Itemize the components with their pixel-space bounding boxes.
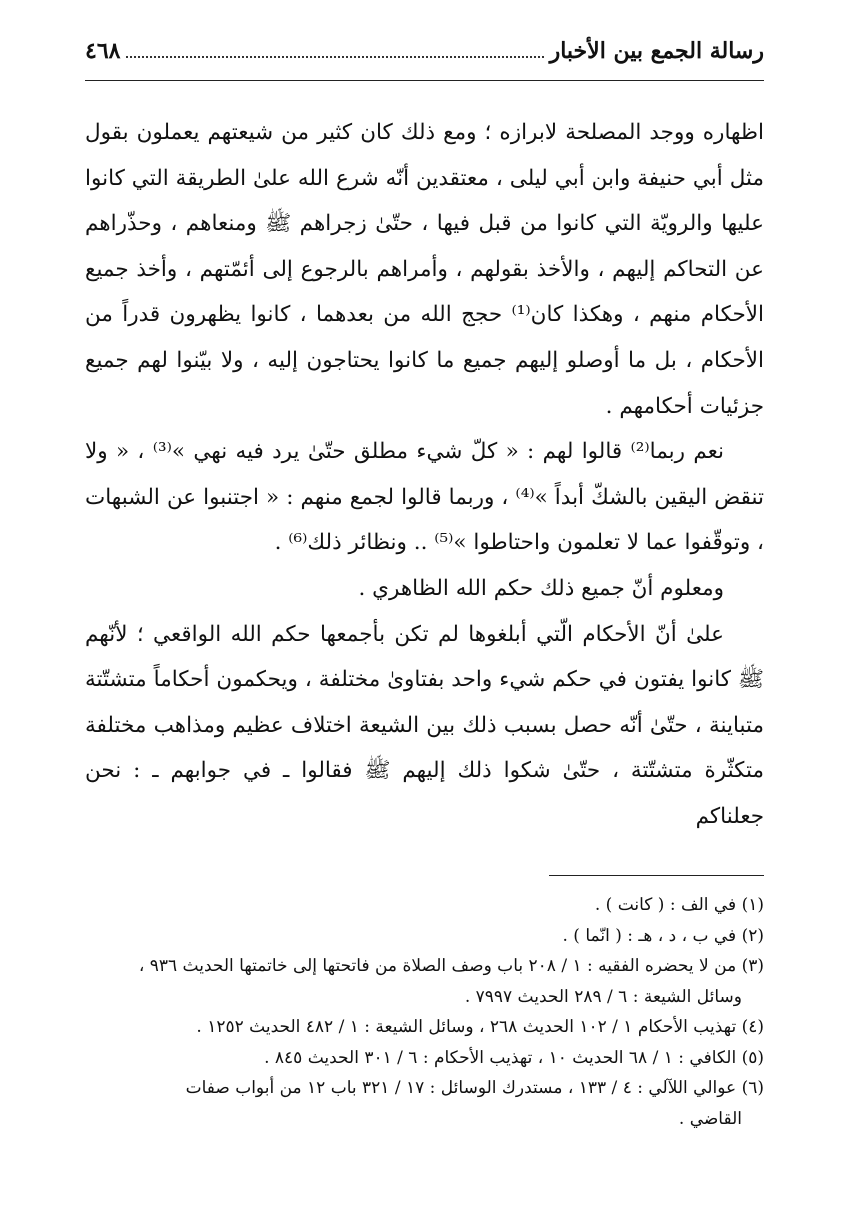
footnote: (٦) عوالي اللآلي : ٤ / ١٣٣ ، مستدرك الوسائل : ١٧ / ٣٢١ باب ١٢ من أبواب صفات [185,1078,764,1098]
footnote: (١) في الف : ( كانت ) . [594,895,764,915]
page-header [85,38,764,74]
paragraph: ومعلوم أنّ جميع ذلك حكم الله الظاهري . [358,575,724,601]
footnote: (٣) من لا يحضره الفقيه : ١ / ٢٠٨ باب وصف الصلاة من فاتحتها إلى خاتمتها الحديث ٩٣٦ ، [138,956,764,976]
header-rule [85,80,764,81]
paragraph: علىٰ أنّ الأحكام الّتي أبلغوها لم تكن بأجمعها حكم الله الواقعي ؛ لأنّهم ﷺ كانوا يفتون في حكم شيء واحد بفتاوىٰ مختلفة ، ويحكمون أحكاماً متشتّتة متباينة ، حتّىٰ أنّه حصل بسبب ذلك بين الشيعة اختلاف عظيم ومذاهب مختلفة متكثّرة متشتّتة ، حتّىٰ شكوا ذلك إليهم ﷺ فقالوا ـ في جوابهم ـ : نحن جعلناكم [85,621,764,829]
paragraph: نعم ربما⁽²⁾ قالوا لهم : « كلّ شيء مطلق حتّىٰ يرد فيه نهي »⁽³⁾ ، « ولا تنقض اليقين بالشكّ أبداً »⁽⁴⁾ ، وربما قالوا لجمع منهم : « اجتنبوا عن الشبهات ، وتوقّفوا عما لا تعلمون واحتاطوا »⁽⁵⁾ .. ونظائر ذلك⁽⁶⁾ . [85,439,764,556]
footnote: (٥) الكافي : ١ / ٦٨ الحديث ١٠ ، تهذيب الأحكام : ٦ / ٣٠١ الحديث ٨٤٥ . [264,1047,764,1068]
page-number: ٤٦٨ [85,38,121,64]
footnote-continuation: القاضي . [678,1108,742,1129]
leader-dots [126,40,543,58]
footnote: (٢) في ب ، د ، هـ : ( انّما ) . [562,925,764,946]
running-title: رسالة الجمع بين الأخبار [549,38,764,64]
main-text [85,110,764,840]
footnote: (٤) تهذيب الأحكام ١ / ١٠٢ الحديث ٢٦٨ ، وسائل الشيعة : ١ / ٤٨٢ الحديث ١٢٥٢ . [196,1017,764,1037]
paragraph: اظهاره ووجد المصلحة لابرازه ؛ ومع ذلك كان كثير من شيعتهم يعملون بقول مثل أبي حنيفة وابن أبي ليلى ، معتقدين أنّه شرع الله علىٰ الطريقة التي كانوا عليها والرويّة التي كانوا من قبل فيها ، حتّىٰ زجراهم ﷺ ومنعاهم ، وحذّراهم عن التحاكم إليهم ، والأخذ بقولهم ، وأمراهم بالرجوع إلى أئمّتهم ، وأخذ جميع الأحكام منهم ، وهكذا كان⁽¹⁾ حجج الله من بعدهما ، كانوا يظهرون قدراً من الأحكام ، بل ما أوصلو إليهم جميع ما كانوا يحتاجون إليه ، ولا بيّنوا لهم جميع جزئيات أحكامهم . [85,120,764,419]
footnote-continuation: وسائل الشيعة : ٦ / ٢٨٩ الحديث ٧٩٩٧ . [464,986,742,1007]
footnote-rule [549,875,764,876]
footnotes [85,890,764,1134]
